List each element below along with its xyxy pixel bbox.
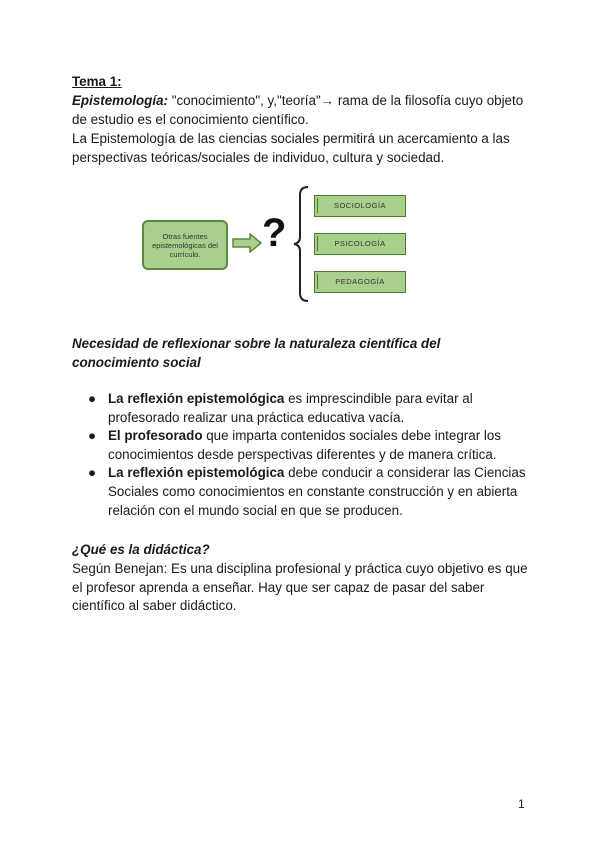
epistemologia-definition-text: "conocimiento", y,"teoría"→ rama de la filosofía cuyo objeto de estudio es el conocimiento científico.	[72, 93, 524, 127]
diagram-target-sociologia: SOCIOLOGÍA	[314, 195, 406, 217]
list-item-bold: La reflexión epistemológica	[108, 465, 285, 481]
list-item-text: debe conducir a considerar las Ciencias Sociales como conocimientos en constante construcción y en abierta relación con el mundo social en que se producen.	[108, 465, 526, 518]
diagram-question-mark: ?	[262, 211, 287, 255]
section-title: Tema 1:	[72, 74, 122, 89]
list-item	[72, 427, 532, 464]
list-item	[72, 464, 532, 520]
list-item	[72, 390, 532, 427]
right-arrow-icon	[232, 233, 262, 253]
list-item-bold: La reflexión epistemológica	[108, 391, 285, 406]
list-item-text: que imparta contenidos sociales debe integrar los conocimientos desde perspectivas diferentes y de manera crítica.	[108, 428, 501, 462]
list-item-bold: El profesorado	[108, 428, 203, 444]
bullet-icon: ●	[88, 428, 97, 444]
bullet-icon: ●	[88, 391, 97, 406]
bullet-icon: ●	[88, 465, 97, 481]
necesidad-list	[72, 390, 532, 520]
epistemologia-term: Epistemología:	[72, 93, 168, 108]
diagram-target-psicologia: PSICOLOGÍA	[314, 233, 406, 255]
diagram-target-pedagogia: PEDAGOGÍA	[314, 271, 406, 293]
didactica-paragraph: Según Benejan: Es una disciplina profesional y práctica cuyo objetivo es que el profesor aprenda a enseñar. Hay que ser capaz de pasar del saber científico al saber didáctico.	[72, 561, 528, 614]
diagram-source-box: Otras fuentes epistemológicas del currículo.	[142, 220, 228, 270]
necesidad-heading: Necesidad de reflexionar sobre la naturaleza científica del conocimiento social	[72, 336, 441, 370]
list-item-text: es imprescindible para evitar al profesorado realizar una práctica educativa vacía.	[108, 391, 473, 425]
epistemology-diagram	[140, 185, 440, 320]
epistemologia-definition	[72, 92, 532, 129]
didactica-heading: ¿Qué es la didáctica?	[72, 542, 210, 557]
epistemologia-paragraph: La Epistemología de las ciencias sociales permitirá un acercamiento a las perspectivas teóricas/sociales de individuo, cultura y sociedad.	[72, 131, 510, 165]
page-number: 1	[518, 797, 525, 811]
